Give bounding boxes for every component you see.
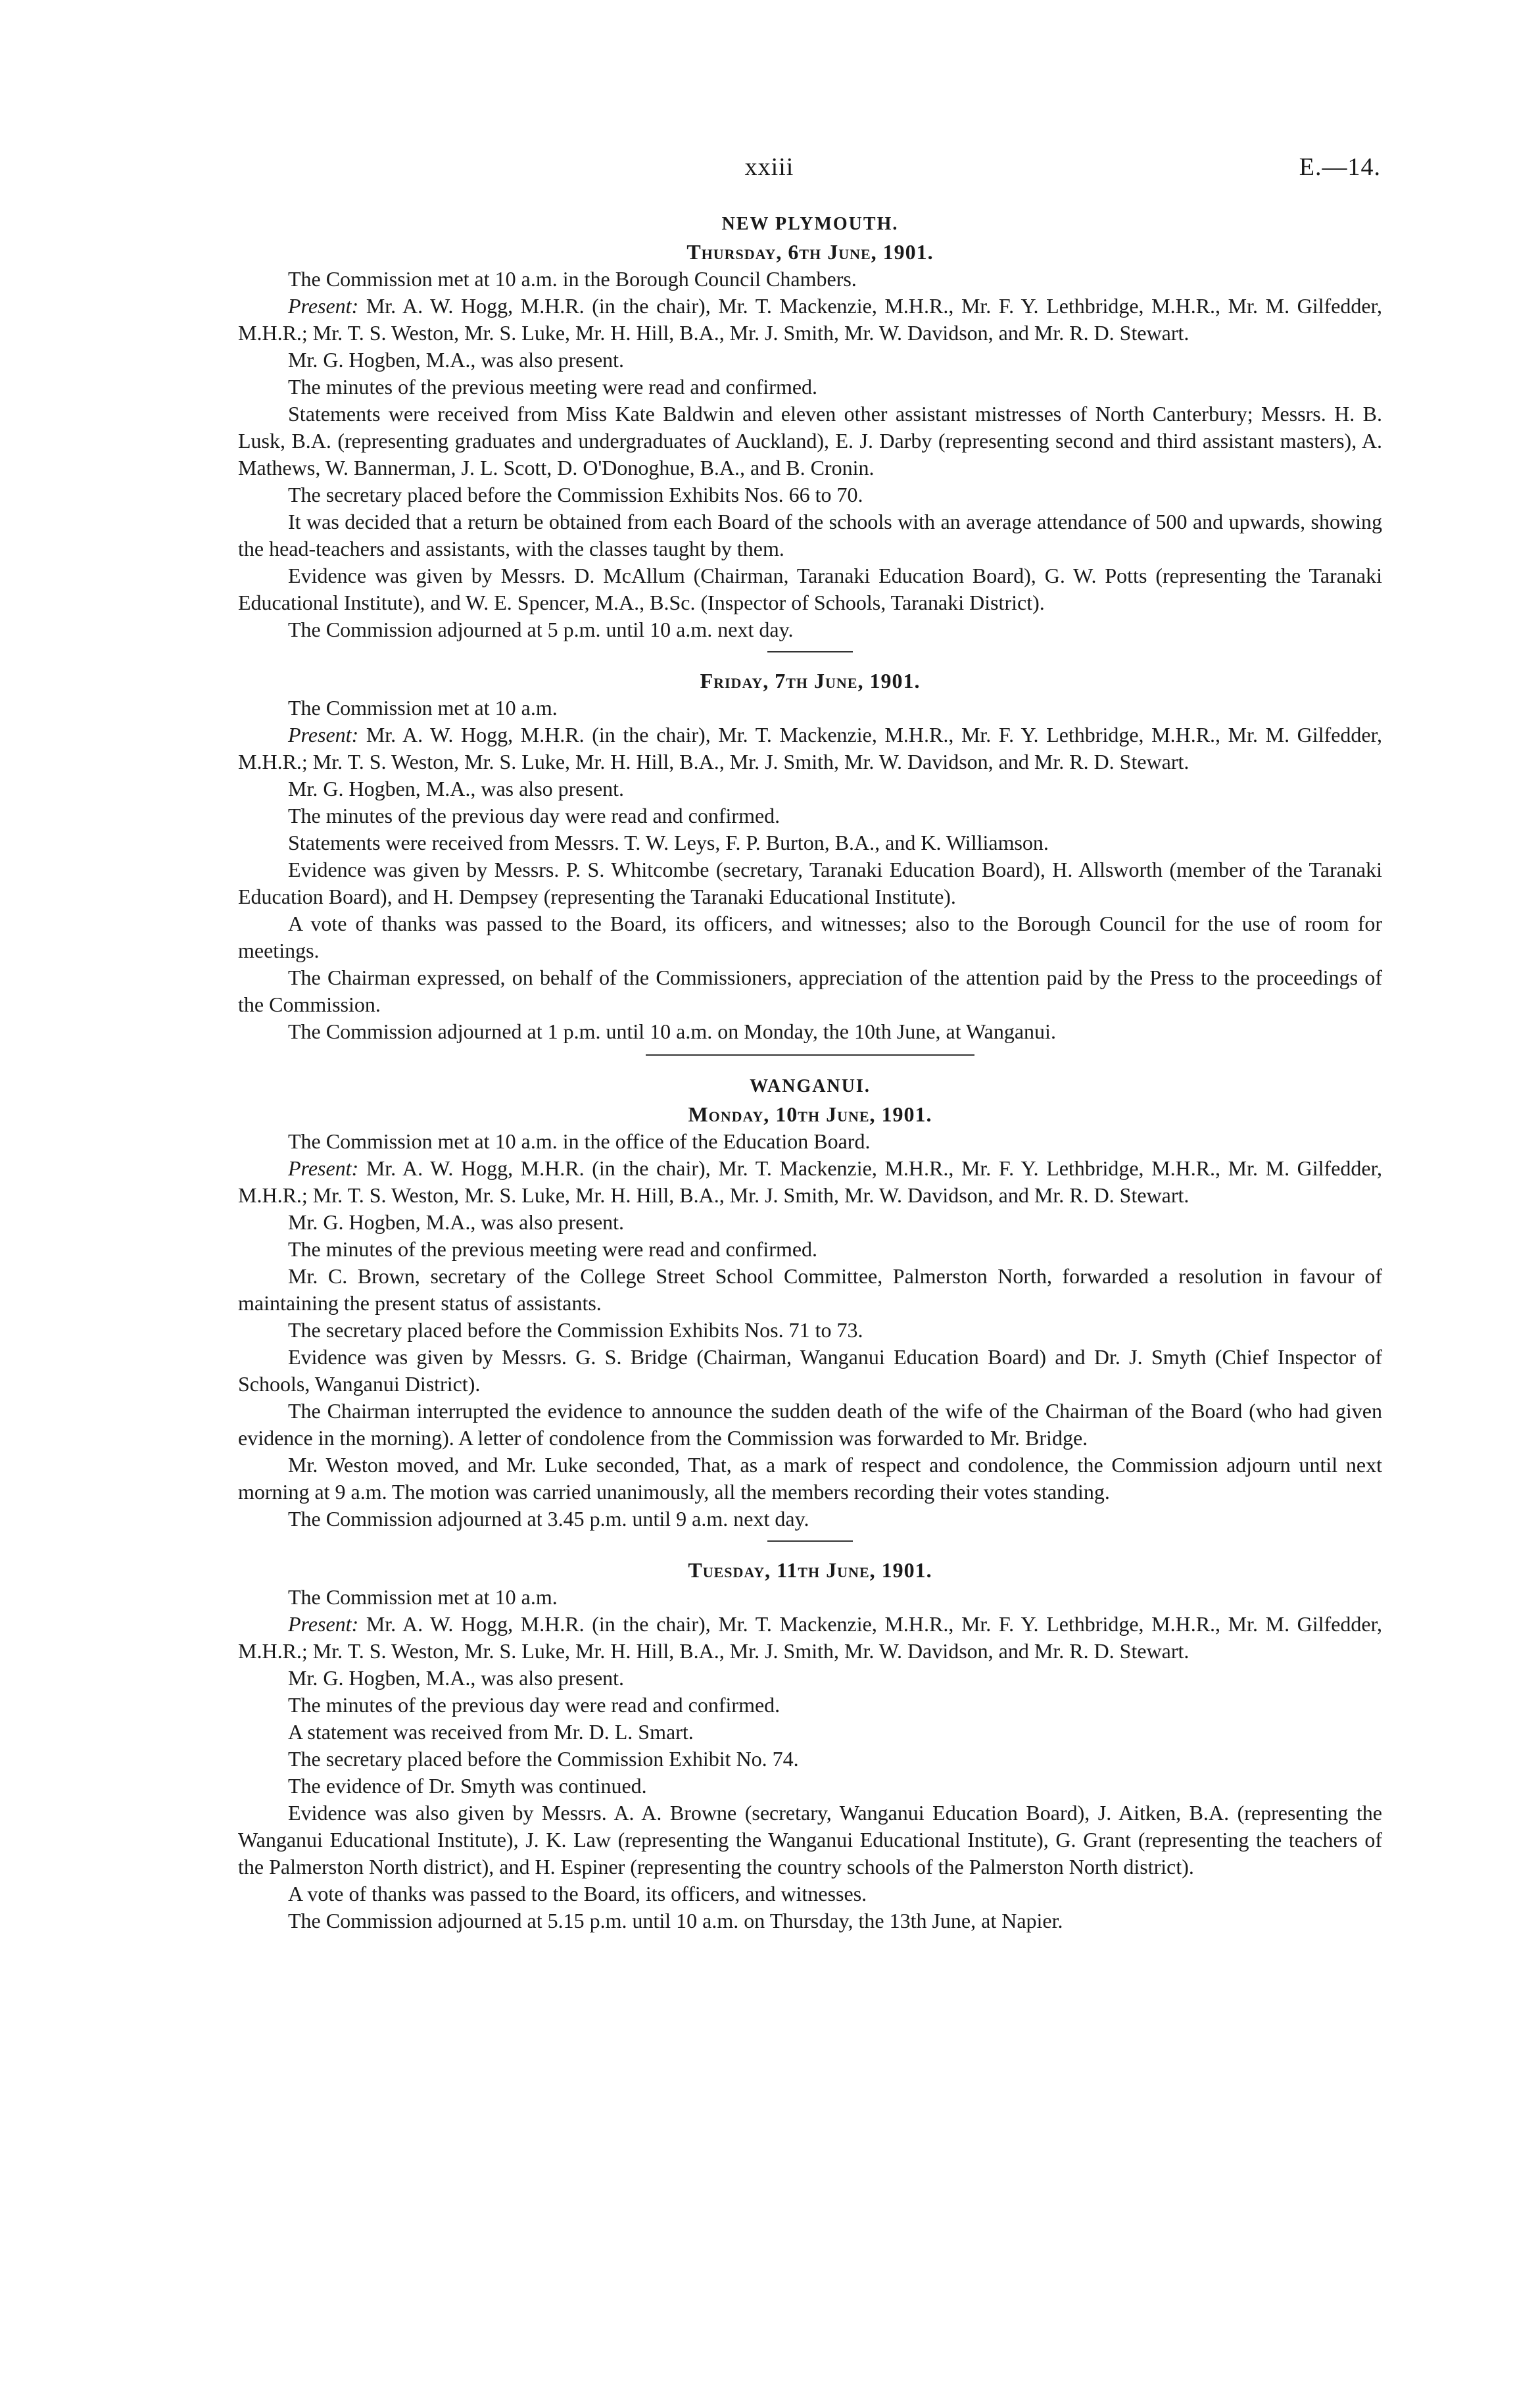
minutes-paragraph	[238, 266, 1382, 293]
minutes-paragraph	[238, 775, 1382, 802]
minutes-paragraph	[238, 293, 1382, 347]
section-divider	[646, 1054, 974, 1056]
minutes-paragraph	[238, 964, 1382, 1018]
minutes-paragraph	[238, 722, 1382, 775]
paragraph-text: The Chairman interrupted the evidence to announce the sudden death of the wife of the Chairman of the Board (who had given evidence in the morning). A letter of condolence from the Commission was forwarded to Mr. Bridge.	[238, 1399, 1382, 1450]
minutes-paragraph	[238, 481, 1382, 508]
place-section	[238, 210, 1382, 1045]
place-heading: WANGANUI.	[750, 1076, 871, 1096]
minutes-paragraph	[238, 856, 1382, 910]
page-header	[0, 153, 1538, 192]
paragraph-text: The secretary placed before the Commission Exhibits Nos. 71 to 73.	[288, 1318, 863, 1342]
paragraph-text: Mr. G. Hogben, M.A., was also present.	[288, 777, 625, 800]
minutes-paragraph	[238, 1800, 1382, 1880]
minutes-paragraph	[238, 1880, 1382, 1907]
present-label: Present:	[288, 1156, 359, 1180]
paragraph-text: Mr. G. Hogben, M.A., was also present.	[288, 1666, 625, 1690]
minutes-paragraph	[238, 1692, 1382, 1719]
minutes-paragraph	[238, 1506, 1382, 1533]
paragraph-text: Mr. A. W. Hogg, M.H.R. (in the chair), Mr. T. Mackenzie, M.H.R., Mr. F. Y. Lethbridge, M.H.R., Mr. M. Gilfedder, M.H.R.; Mr. T. S. Weston, Mr. S. Luke, Mr. H. Hill, B.A., Mr. J. Smith, Mr. W. Davidson, and Mr. R. D. Stewart.	[238, 294, 1382, 345]
minutes-paragraph	[238, 1018, 1382, 1045]
minutes-paragraph	[238, 695, 1382, 722]
minutes-paragraph	[238, 1155, 1382, 1209]
meeting-date: Thursday, 6th June, 1901.	[686, 240, 934, 264]
paragraph-text: The Commission met at 10 a.m. in the Borough Council Chambers.	[288, 267, 857, 291]
paragraph-text: The Commission met at 10 a.m.	[288, 1585, 558, 1609]
minutes-paragraph	[238, 1611, 1382, 1665]
minutes-paragraph	[238, 1128, 1382, 1155]
page-number: xxiii	[744, 153, 794, 181]
minutes-paragraph	[238, 910, 1382, 964]
paragraph-text: The minutes of the previous day were read and confirmed.	[288, 1693, 781, 1717]
paragraph-text: A vote of thanks was passed to the Board, its officers, and witnesses.	[288, 1882, 867, 1905]
paragraph-text: The Commission adjourned at 5 p.m. until 10 a.m. next day.	[288, 618, 794, 641]
paragraph-text: The Commission adjourned at 1 p.m. until 10 a.m. on Monday, the 10th June, at Wanganui.	[288, 1020, 1056, 1043]
minutes-paragraph	[238, 1263, 1382, 1317]
present-label: Present:	[288, 294, 359, 318]
paragraph-text: Mr. A. W. Hogg, M.H.R. (in the chair), Mr. T. Mackenzie, M.H.R., Mr. F. Y. Lethbridge, M.H.R., Mr. M. Gilfedder, M.H.R.; Mr. T. S. Weston, Mr. S. Luke, Mr. H. Hill, B.A., Mr. J. Smith, Mr. W. Davidson, and Mr. R. D. Stewart.	[238, 1612, 1382, 1663]
paragraph-text: Evidence was given by Messrs. G. S. Bridge (Chairman, Wanganui Education Board) and Dr. J. Smyth (Chief Inspector of Schools, Wanganui District).	[238, 1345, 1382, 1396]
minutes-body	[238, 210, 1382, 1934]
present-label: Present:	[288, 1612, 359, 1636]
minutes-paragraph	[238, 1209, 1382, 1236]
paragraph-text: The Commission met at 10 a.m.	[288, 696, 558, 720]
minutes-paragraph	[238, 1317, 1382, 1344]
day-divider	[767, 651, 853, 652]
minutes-paragraph	[238, 1584, 1382, 1611]
paragraph-text: Mr. Weston moved, and Mr. Luke seconded, That, as a mark of respect and condolence, the Commission adjourn until next morning at 9 a.m. The motion was carried unanimously, all the members recording their votes standing.	[238, 1453, 1382, 1504]
place-heading: NEW PLYMOUTH.	[721, 214, 899, 234]
paragraph-text: The Commission adjourned at 5.15 p.m. until 10 a.m. on Thursday, the 13th June, at Napier.	[288, 1909, 1063, 1932]
paragraph-text: Evidence was also given by Messrs. A. A. Browne (secretary, Wanganui Education Board), J. Aitken, B.A. (representing the Wanganui Educational Institute), J. K. Law (representing the Wanganui Educational Institute), G. Grant (representing the teachers of the Palmerston North district), and H. Espiner (representing the country schools of the Palmerston North district).	[238, 1801, 1382, 1879]
place-section	[238, 1073, 1382, 1934]
paragraph-text: The minutes of the previous meeting were read and confirmed.	[288, 375, 818, 399]
paragraph-text: The secretary placed before the Commission Exhibit No. 74.	[288, 1747, 799, 1771]
paragraph-text: Evidence was given by Messrs. P. S. Whitcombe (secretary, Taranaki Education Board), H. Allsworth (member of the Taranaki Education Board), and H. Dempsey (representing the Taranaki Educational Institute).	[238, 858, 1382, 908]
paragraph-text: A statement was received from Mr. D. L. Smart.	[288, 1720, 694, 1744]
paragraph-text: It was decided that a return be obtained from each Board of the schools with an average attendance of 500 and upwards, showing the head-teachers and assistants, with the classes taught by them.	[238, 510, 1382, 560]
paragraph-text: Evidence was given by Messrs. D. McAllum (Chairman, Taranaki Education Board), G. W. Potts (representing the Taranaki Educational Institute), and W. E. Spencer, M.A., B.Sc. (Inspector of Schools, Taranaki District).	[238, 564, 1382, 614]
minutes-paragraph	[238, 1665, 1382, 1692]
paragraph-text: The secretary placed before the Commission Exhibits Nos. 66 to 70.	[288, 483, 863, 506]
document-reference: E.—14.	[1299, 153, 1381, 181]
minutes-paragraph	[238, 802, 1382, 829]
minutes-paragraph	[238, 562, 1382, 616]
minutes-paragraph	[238, 508, 1382, 562]
paragraph-text: A vote of thanks was passed to the Board, its officers, and witnesses; also to the Borough Council for the use of room for meetings.	[238, 912, 1382, 962]
paragraph-text: Statements were received from Messrs. T. W. Leys, F. P. Burton, B.A., and K. Williamson.	[288, 831, 1049, 854]
minutes-paragraph	[238, 616, 1382, 643]
paragraph-text: Mr. C. Brown, secretary of the College Street School Committee, Palmerston North, forwarded a resolution in favour of maintaining the present status of assistants.	[238, 1264, 1382, 1315]
minutes-paragraph	[238, 1236, 1382, 1263]
minutes-paragraph	[238, 1452, 1382, 1506]
minutes-paragraph	[238, 1719, 1382, 1746]
meeting-date: Monday, 10th June, 1901.	[688, 1102, 932, 1126]
meeting-date: Tuesday, 11th June, 1901.	[688, 1558, 932, 1582]
meeting-date: Friday, 7th June, 1901.	[700, 669, 921, 693]
minutes-paragraph	[238, 401, 1382, 481]
minutes-paragraph	[238, 1344, 1382, 1398]
present-label: Present:	[288, 723, 359, 747]
paragraph-text: The minutes of the previous day were read and confirmed.	[288, 804, 781, 827]
paragraph-text: The Commission adjourned at 3.45 p.m. until 9 a.m. next day.	[288, 1507, 809, 1531]
paragraph-text: The evidence of Dr. Smyth was continued.	[288, 1774, 647, 1798]
minutes-paragraph	[238, 374, 1382, 401]
paragraph-text: Mr. A. W. Hogg, M.H.R. (in the chair), Mr. T. Mackenzie, M.H.R., Mr. F. Y. Lethbridge, M.H.R., Mr. M. Gilfedder, M.H.R.; Mr. T. S. Weston, Mr. S. Luke, Mr. H. Hill, B.A., Mr. J. Smith, Mr. W. Davidson, and Mr. R. D. Stewart.	[238, 1156, 1382, 1207]
paragraph-text: Mr. A. W. Hogg, M.H.R. (in the chair), Mr. T. Mackenzie, M.H.R., Mr. F. Y. Lethbridge, M.H.R., Mr. M. Gilfedder, M.H.R.; Mr. T. S. Weston, Mr. S. Luke, Mr. H. Hill, B.A., Mr. J. Smith, Mr. W. Davidson, and Mr. R. D. Stewart.	[238, 723, 1382, 774]
paragraph-text: The Commission met at 10 a.m. in the office of the Education Board.	[288, 1129, 871, 1153]
minutes-paragraph	[238, 347, 1382, 374]
day-divider	[767, 1540, 853, 1542]
minutes-paragraph	[238, 1773, 1382, 1800]
paragraph-text: The minutes of the previous meeting were read and confirmed.	[288, 1237, 818, 1261]
paragraph-text: Mr. G. Hogben, M.A., was also present.	[288, 348, 625, 372]
paragraph-text: The Chairman expressed, on behalf of the Commissioners, appreciation of the attention paid by the Press to the proceedings of the Commission.	[238, 966, 1382, 1016]
paragraph-text: Mr. G. Hogben, M.A., was also present.	[288, 1210, 625, 1234]
minutes-paragraph	[238, 1746, 1382, 1773]
minutes-paragraph	[238, 829, 1382, 856]
minutes-paragraph	[238, 1907, 1382, 1934]
paragraph-text: Statements were received from Miss Kate Baldwin and eleven other assistant mistresses of North Canterbury; Messrs. H. B. Lusk, B.A. (representing graduates and undergraduates of Auckland), E. J. Darby (representing second and third assistant masters), A. Mathews, W. Bannerman, J. L. Scott, D. O'Donoghue, B.A., and B. Cronin.	[238, 402, 1382, 479]
minutes-paragraph	[238, 1398, 1382, 1452]
